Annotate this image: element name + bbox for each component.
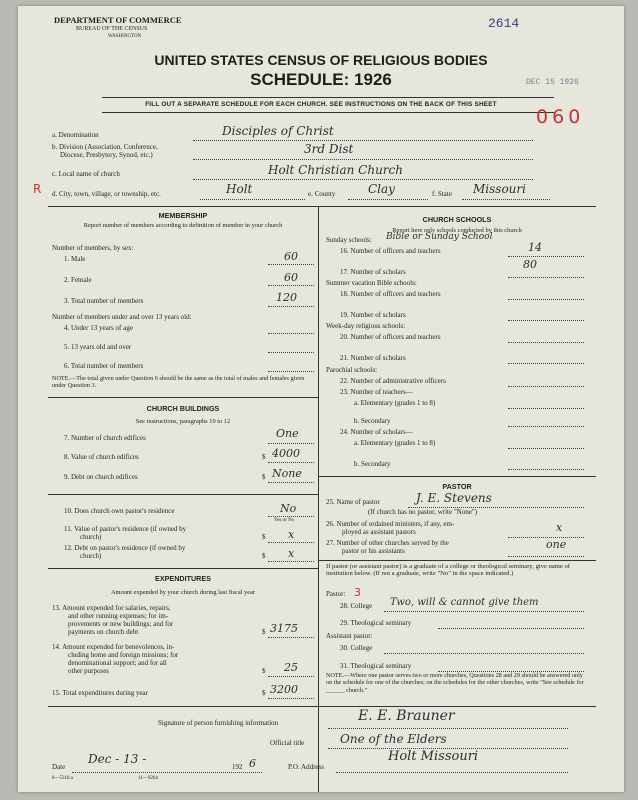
edifices-value: One — [276, 427, 299, 440]
assistant-college-label: 30. College — [340, 644, 373, 652]
running-expenses-label-4: payments on church debt — [68, 628, 139, 636]
other-churches-label: 27. Number of other churches served by the — [326, 539, 449, 547]
date-value: Dec - 13 - — [88, 752, 147, 766]
sunday-officers-label: 16. Number of officers and teachers — [340, 247, 441, 255]
summer-scholars-label: 19. Number of scholars — [340, 311, 406, 319]
pastor-note: NOTE.—Where one pastor serves two or more churches, Questions 28 and 29 should be answered only on the schedule for one of the churches; on the schedules for the other churches, write "See schedule for ______ church." — [326, 672, 584, 694]
parochial-officers-label: 22. Number of administrative officers — [340, 377, 446, 385]
edifice-value-label: 8. Value of church edifices — [64, 453, 139, 461]
male-label: 1. Male — [64, 255, 86, 263]
buildings-title: CHURCH BUILDINGS — [146, 404, 220, 413]
owns-residence-label: 10. Does church own pastor's residence — [64, 507, 175, 515]
running-expenses-label-3: provements or new buildings; and for — [68, 620, 174, 628]
city-label: d. City, town, village, or township, etc. — [52, 190, 161, 198]
red-r-mark: R — [33, 182, 42, 196]
local-name-label: c. Local name of church — [52, 170, 120, 178]
total-expenditures-value: 3200 — [270, 683, 298, 696]
teachers-elementary-label: a. Elementary (grades 1 to 8) — [354, 399, 436, 407]
over-13-label: 5. 13 years old and over — [64, 343, 132, 351]
benevolences-label-4: other purposes — [68, 667, 110, 675]
schools-hint: Report here only schools conducted by this church — [392, 227, 522, 234]
membership-hint: Report number of members according to definition of member in your church — [83, 222, 283, 229]
pastor-none-hint: (If church has no pastor, write "None") — [368, 508, 478, 516]
residence-value-amount: x — [288, 528, 295, 541]
serial-number-stamp: 2614 — [488, 16, 520, 31]
parochial-teachers-label: 23. Number of teachers— — [340, 388, 413, 396]
signature-label: Signature of person furnishing information — [158, 719, 279, 727]
residence-value-label: 11. Value of pastor's residence (if owned by — [64, 525, 187, 533]
weekday-schools-label: Week-day religious schools: — [326, 322, 406, 330]
sunday-schools-label: Sunday schools: — [326, 236, 372, 244]
denomination-value: Disciples of Christ — [222, 124, 334, 138]
other-churches-label-2: pastor or his assistants — [342, 547, 405, 555]
signature-value: E. E. Brauner — [358, 708, 455, 724]
owns-residence-value: No — [280, 502, 297, 515]
bureau-name: BUREAU OF THE CENSUS — [76, 26, 148, 32]
yes-no-hint: Yes or No — [274, 518, 295, 523]
division-label: b. Division (Association, Conference, — [52, 143, 158, 151]
pastor-name-label: 25. Name of pastor — [326, 498, 380, 506]
red-code-mark: 0 6 0 — [536, 106, 580, 128]
bureau-city: WASHINGTON — [108, 34, 142, 39]
ordained-ministers-label: 26. Number of ordained ministers, if any, em- — [326, 520, 455, 528]
teachers-secondary-label: b. Secondary — [354, 417, 391, 425]
year-digit: 6 — [249, 757, 256, 770]
local-name-value: Holt Christian Church — [268, 163, 403, 177]
weekday-scholars-label: 21. Number of scholars — [340, 354, 406, 362]
po-address-value: Holt Missouri — [388, 749, 479, 764]
form-number-2: 11—9264 — [138, 776, 158, 781]
total-expenditures-label: 15. Total expenditures during year — [52, 689, 148, 697]
expenditures-title: EXPENDITURES — [155, 574, 211, 583]
under-13-label: 4. Under 13 years of age — [64, 324, 133, 332]
edifice-debt-value: None — [272, 467, 302, 480]
assistant-seminary-label: 31. Theological seminary — [340, 662, 412, 670]
census-schedule-sheet — [18, 6, 624, 792]
pastor-education-label: Pastor: — [326, 590, 346, 598]
dollar-15: $ — [262, 689, 266, 697]
schedule-title: SCHEDULE: 1926 — [250, 70, 392, 89]
pastor-seminary-label: 29. Theological seminary — [340, 619, 412, 627]
county-value: Clay — [368, 182, 395, 196]
membership-title: MEMBERSHIP — [158, 211, 208, 220]
summer-officers-label: 18. Number of officers and teachers — [340, 290, 441, 298]
summer-schools-label: Summer vacation Bible schools: — [326, 279, 417, 287]
red-3-mark: 3 — [354, 586, 361, 599]
residence-debt-label-2: church) — [80, 552, 102, 560]
residence-debt-label: 12. Debt on pastor's residence (if owned by — [64, 544, 186, 552]
denomination-label: a. Denomination — [52, 131, 99, 139]
benevolences-label-2: cluding home and foreign missions; for — [68, 651, 179, 659]
residence-value-label-2: church) — [80, 533, 102, 541]
division-label-2: Diocese, Presbytery, Synod, etc.) — [60, 151, 153, 159]
form-number: 8—5318 a — [52, 776, 73, 781]
official-title-label: Official title — [270, 739, 305, 747]
total-members-label: 3. Total number of members — [64, 297, 144, 305]
sunday-scholars-value: 80 — [523, 258, 537, 271]
state-value: Missouri — [473, 182, 526, 196]
sunday-scholars-label: 17. Number of scholars — [340, 268, 406, 276]
members-by-sex-label: Number of members, by sex: — [52, 244, 134, 252]
schools-title: CHURCH SCHOOLS — [422, 215, 492, 224]
assistant-pastor-label: Assistant pastor: — [326, 632, 373, 640]
membership-note: NOTE.—The total given under Question 6 should be the same as the total of males and females given under Question 3. — [52, 375, 305, 390]
edifice-value-amount: 4000 — [272, 447, 300, 460]
under-over-label: Number of members under and over 13 years old: — [52, 313, 192, 321]
dollar-12: $ — [262, 552, 266, 560]
female-value: 60 — [284, 271, 298, 284]
po-address-label: P.O. Address — [288, 763, 324, 771]
dollar-9: $ — [262, 473, 266, 481]
state-label: f. State — [432, 190, 452, 198]
ordained-ministers-label-2: ployed as assistant pastors — [342, 528, 416, 536]
division-value: 3rd Dist — [304, 142, 354, 156]
city-value: Holt — [226, 182, 253, 196]
pastor-college-label: 28. College — [340, 602, 373, 610]
running-expenses-label-2: and other running expenses; for im- — [68, 612, 169, 620]
parochial-schools-label: Parochial schools: — [326, 366, 378, 374]
benevolences-value: 25 — [284, 661, 298, 674]
scholars-elementary-label: a. Elementary (grades 1 to 8) — [354, 439, 436, 447]
edifice-debt-label: 9. Debt on church edifices — [64, 473, 138, 481]
running-expenses-value: 3175 — [270, 622, 298, 635]
county-label: e. County — [308, 190, 336, 198]
dollar-14: $ — [262, 667, 266, 675]
scholars-secondary-label: b. Secondary — [354, 460, 391, 468]
female-label: 2. Female — [64, 276, 92, 284]
year-prefix: 192 — [232, 763, 243, 771]
total-members-value: 120 — [276, 291, 297, 304]
other-churches-value: one — [546, 538, 567, 551]
ordained-ministers-value: x — [556, 521, 563, 534]
form-title: UNITED STATES CENSUS OF RELIGIOUS BODIES — [154, 52, 488, 68]
expenditures-hint: Amount expended by your church during last fiscal year — [110, 589, 256, 596]
pastor-name-value: J. E. Stevens — [416, 491, 492, 505]
benevolences-label-1: 14. Amount expended for benevolences, in- — [52, 643, 175, 651]
dollar-13: $ — [262, 628, 266, 636]
total-members-6-label: 6. Total number of members — [64, 362, 144, 370]
edifices-label: 7. Number of church edifices — [64, 434, 146, 442]
buildings-hint: See instructions, paragraphs 10 to 12 — [135, 418, 231, 425]
male-value: 60 — [284, 250, 298, 263]
college-instruction: If pastor (or assistant pastor) is a graduate of a college or theological seminary, give name of institution below. (If not a graduate, write "No" in the space indicated.) — [326, 563, 571, 578]
pastor-title: PASTOR — [442, 482, 472, 491]
received-date-stamp: DEC 15 1926 — [526, 78, 579, 87]
pastor-college-value: Two, will & cannot give them — [390, 597, 539, 608]
department-name: DEPARTMENT OF COMMERCE — [54, 15, 182, 25]
benevolences-label-3: denominational support; and for all — [68, 659, 167, 667]
dollar-11: $ — [262, 533, 266, 541]
form-instruction: FILL OUT A SEPARATE SCHEDULE FOR EACH CHURCH. SEE INSTRUCTIONS ON THE BACK OF THIS SHEET — [145, 101, 497, 108]
date-label: Date — [52, 763, 66, 771]
dollar-8: $ — [262, 453, 266, 461]
parochial-scholars-label: 24. Number of scholars— — [340, 428, 413, 436]
sunday-officers-value: 14 — [528, 241, 542, 254]
weekday-officers-label: 20. Number of officers and teachers — [340, 333, 441, 341]
running-expenses-label-1: 13. Amount expended for salaries, repairs, — [52, 604, 171, 612]
residence-debt-amount: x — [288, 547, 295, 560]
official-title-value: One of the Elders — [340, 732, 447, 746]
sunday-schools-value: Bible or Sunday School — [386, 232, 493, 242]
